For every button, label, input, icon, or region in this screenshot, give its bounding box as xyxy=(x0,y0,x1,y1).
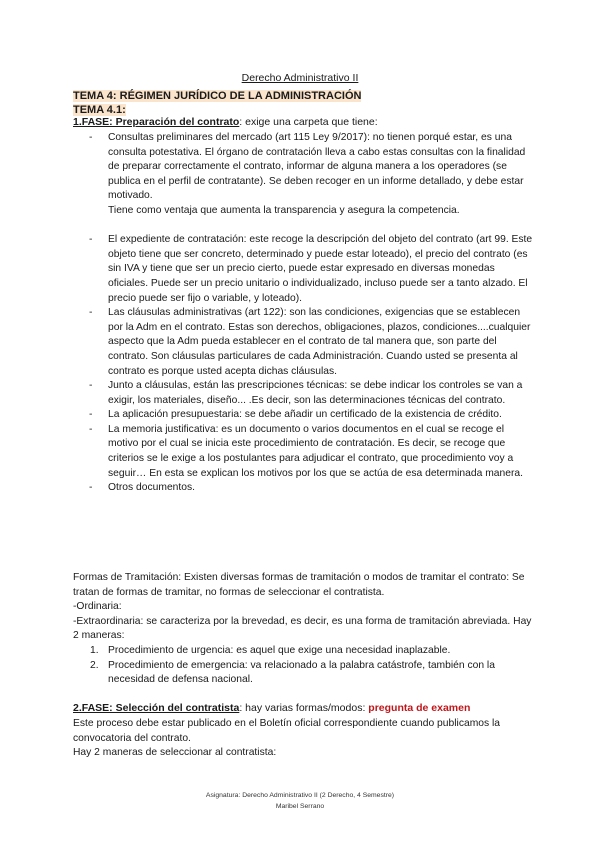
list-item-text: Tiene como ventaja que aumenta la transparencia y asegura la competencia. xyxy=(108,204,460,216)
list-item-text: La memoria justificativa: es un documento o varios documentos en el cual se recoge el motivo por el cual se inicia este procedimiento de contratación. Es decir, se recoge que criterios se le exige a los postulantes para adjudicar el contrato, que procedimiento voy a seguir… En esta se explican los motivos por los que se actúa de esa determinada manera. xyxy=(108,423,523,479)
list-item-text: Junto a cláusulas, están las prescripciones técnicas: se debe indicar los controles se van a exigir, los materiales, diseño... .Es decir, son las determinaciones técnicas del contrato. xyxy=(108,380,523,406)
item-number: 1. xyxy=(90,645,99,656)
topic-heading-text: TEMA 4: RÉGIMEN JURÍDICO DE LA ADMINISTRACIÓN xyxy=(73,90,362,102)
tramitacion-section xyxy=(73,571,533,644)
phase2-body xyxy=(73,717,533,761)
list-item xyxy=(73,481,533,496)
list-item xyxy=(73,306,533,379)
list-item xyxy=(73,379,533,408)
document-title: Derecho Administrativo II xyxy=(241,72,359,84)
list-item xyxy=(73,408,533,423)
phase2-paragraph: Hay 2 maneras de seleccionar al contratista: xyxy=(73,747,277,759)
phase2-title: 2.FASE: Selección del contratista xyxy=(73,702,240,714)
list-item-text: La aplicación presupuestaria: se debe añadir un certificado de la existencia de crédito. xyxy=(108,409,502,421)
footer-subject: Asignatura: Derecho Administrativo II (2 Derecho, 4 Semestre) xyxy=(205,792,395,799)
phase1-list xyxy=(73,131,533,496)
item-text: Procedimiento de emergencia: va relacionado a la palabra catástrofe, también con la necesidad de defensa nacional. xyxy=(108,659,495,686)
tramitacion-list xyxy=(73,644,533,688)
item-number: 2. xyxy=(90,659,99,671)
list-item-continuation xyxy=(73,204,533,219)
exam-question-label: pregunta de examen xyxy=(368,702,471,714)
numbered-item xyxy=(73,659,533,688)
list-bullet: - xyxy=(89,307,93,319)
list-item xyxy=(73,423,533,481)
list-item-text: Otros documentos. xyxy=(108,482,195,494)
phase1-intro: : exige una carpeta que tiene: xyxy=(239,116,378,128)
list-item xyxy=(73,233,533,306)
tramitacion-extraordinaria: -Extraordinaria: se caracteriza por la brevedad, es decir, es una forma de tramitación abreviada. Hay 2 maneras: xyxy=(73,615,532,642)
phase2-intro: : hay varias formas/modos: xyxy=(239,702,369,714)
list-bullet: - xyxy=(89,482,93,494)
subtopic-heading-text: TEMA 4.1: xyxy=(73,104,126,116)
list-bullet: - xyxy=(89,409,93,421)
footer-author: Maribel Serrano xyxy=(275,803,325,810)
list-item xyxy=(73,131,533,204)
tramitacion-ordinaria: -Ordinaria: xyxy=(73,601,122,613)
tramitacion-intro: Formas de Tramitación: Existen diversas formas de tramitación o modos de tramitar el contrato: Se tratan de formas de tramitar, no formas de seleccionar el contratista. xyxy=(73,572,525,598)
list-item-text: Consultas preliminares del mercado (art 115 Ley 9/2017): no tienen porqué estar, es una consulta potestativa. El órgano de contratación lleva a cabo estas consultas con la finalidad de preparar correctamente el contrato, informar de alguna manera a los operadores (se publica en el perfil de contratante). Se deben recoger en un informe detallado, y debe estar motivado. xyxy=(108,132,526,202)
list-item-text: Las cláusulas administrativas (art 122): son las condiciones, exigencias que se establecen por la Adm en el contrato. Estas son derechos, obligaciones, plazos, condiciones....cualquier aspecto que la Adm pueda establecer en el contrato de tal manera que, son parte del contrato. Son cláusulas particulares de cada Administración. Cuando usted se presenta al contrato es porque usted acepta dichas cláusulas. xyxy=(108,307,531,377)
list-item-text: El expediente de contratación: este recoge la descripción del objeto del contrato (art 99. Este objeto tiene que ser concreto, determinado y puede estar loteado), el precio del contrato (es sin IVA y tiene que ser un precio cierto, puede estar expresado en diversas monedas oficiales. Puede ser un precio unitario o individualizado, incluso puede ser a tanto alzado. El precio puede ser fijo o variable, y loteado). xyxy=(108,234,533,304)
item-text: Procedimiento de urgencia: es aquel que exige una necesidad inaplazable. xyxy=(108,645,451,656)
phase1-heading xyxy=(73,116,378,128)
phase2-heading xyxy=(73,702,470,714)
list-bullet: - xyxy=(89,132,93,143)
list-bullet: - xyxy=(89,380,93,392)
list-bullet: - xyxy=(89,423,93,435)
list-bullet: - xyxy=(89,234,93,246)
phase1-title: 1.FASE: Preparación del contrato xyxy=(73,116,240,128)
numbered-item xyxy=(73,644,533,659)
phase2-paragraph: Este proceso debe estar publicado en el Boletín oficial correspondiente cuando publicamos la convocatoria del contrato. xyxy=(73,718,501,744)
